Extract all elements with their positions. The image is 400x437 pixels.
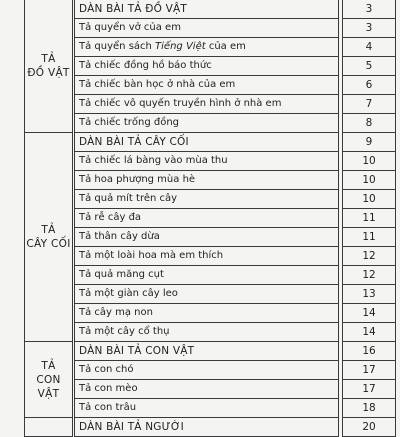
category-label-line: ĐỒ VẬT (27, 67, 70, 79)
toc-row (25, 95, 396, 114)
toc-row (25, 266, 396, 285)
category-label-line: TẢ (41, 224, 56, 236)
toc-row (25, 19, 396, 38)
page-number: 6 (343, 76, 396, 95)
category-label-line: TẢ (41, 359, 56, 372)
page-number: 14 (343, 304, 396, 323)
entry-title: Tả chiếc lá bàng vào mùa thu (75, 152, 339, 171)
toc-row (25, 114, 396, 133)
section-heading-row (25, 0, 396, 19)
page-number: 3 (343, 19, 396, 38)
page-number: 11 (343, 209, 396, 228)
toc-row (25, 247, 396, 266)
page-number: 8 (343, 114, 396, 133)
toc-row (25, 38, 396, 57)
toc-row (25, 57, 396, 76)
section-heading-row (25, 418, 396, 437)
entry-title: Tả cây mạ non (75, 304, 339, 323)
toc-row (25, 323, 396, 342)
entry-title: Tả một giàn cây leo (75, 285, 339, 304)
toc-row (25, 190, 396, 209)
page-number: 13 (343, 285, 396, 304)
entry-title: Tả con chó (75, 361, 339, 380)
toc-row (25, 380, 396, 399)
category-label (25, 342, 73, 418)
section-heading-title: DÀN BÀI TẢ ĐỒ VẬT (75, 0, 339, 19)
page-number: 3 (343, 0, 396, 19)
entry-title-text: của em (205, 41, 246, 52)
entry-title: Tả rễ cây đa (75, 209, 339, 228)
toc-row (25, 152, 396, 171)
page-number: 9 (343, 133, 396, 152)
entry-title: Tả con mèo (75, 380, 339, 399)
entry-title: Tả quyển vở của em (75, 19, 339, 38)
page-number: 12 (343, 247, 396, 266)
category-label (25, 133, 73, 342)
table-of-contents (24, 0, 396, 437)
category-label (25, 418, 73, 437)
category-label-line: CÂY CỐI (26, 238, 71, 250)
section-heading-row (25, 342, 396, 361)
page-number: 10 (343, 171, 396, 190)
page-number: 17 (343, 380, 396, 399)
entry-title-text: Tả quyển sách (79, 41, 156, 52)
page-number: 20 (343, 418, 396, 437)
page-number: 11 (343, 228, 396, 247)
page-number: 4 (343, 38, 396, 57)
toc-row (25, 361, 396, 380)
entry-title: Tả chiếc bàn học ở nhà của em (75, 76, 339, 95)
section-heading-title: DÀN BÀI TẢ CÂY CỐI (75, 133, 339, 152)
page-number: 7 (343, 95, 396, 114)
section-heading-title: DÀN BÀI TẢ NGƯỜI (75, 418, 339, 437)
page-number: 16 (343, 342, 396, 361)
toc-row (25, 209, 396, 228)
page-number: 17 (343, 361, 396, 380)
page-number: 10 (343, 152, 396, 171)
entry-title: Tả hoa phượng mùa hè (75, 171, 339, 190)
entry-title: Tả quả mít trên cây (75, 190, 339, 209)
toc-row (25, 399, 396, 418)
category-label (25, 0, 73, 133)
toc-row (25, 228, 396, 247)
entry-title: Tả con trâu (75, 399, 339, 418)
entry-title: Tả chiếc vô quyến truyền hình ở nhà em (75, 95, 339, 114)
toc-row (25, 285, 396, 304)
entry-title: Tả chiếc trống đồng (75, 114, 339, 133)
section-heading-title: DÀN BÀI TẢ CON VẬT (75, 342, 339, 361)
page-number: 5 (343, 57, 396, 76)
entry-title-italic: Tiếng Việt (155, 41, 206, 52)
toc-row (25, 76, 396, 95)
entry-title: Tả thân cây dừa (75, 228, 339, 247)
toc-row (25, 171, 396, 190)
category-label-line: TẢ (41, 53, 56, 65)
page-number: 14 (343, 323, 396, 342)
toc-row (25, 304, 396, 323)
entry-title: Tả một loài hoa mà em thích (75, 247, 339, 266)
section-heading-row (25, 133, 396, 152)
entry-title: Tả một cây cổ thụ (75, 323, 339, 342)
page-number: 10 (343, 190, 396, 209)
category-label-line: CON VẬT (36, 373, 61, 400)
page-number: 12 (343, 266, 396, 285)
entry-title: Tả quả măng cụt (75, 266, 339, 285)
entry-title (75, 38, 339, 57)
entry-title: Tả chiếc đồng hồ báo thức (75, 57, 339, 76)
page-number: 18 (343, 399, 396, 418)
